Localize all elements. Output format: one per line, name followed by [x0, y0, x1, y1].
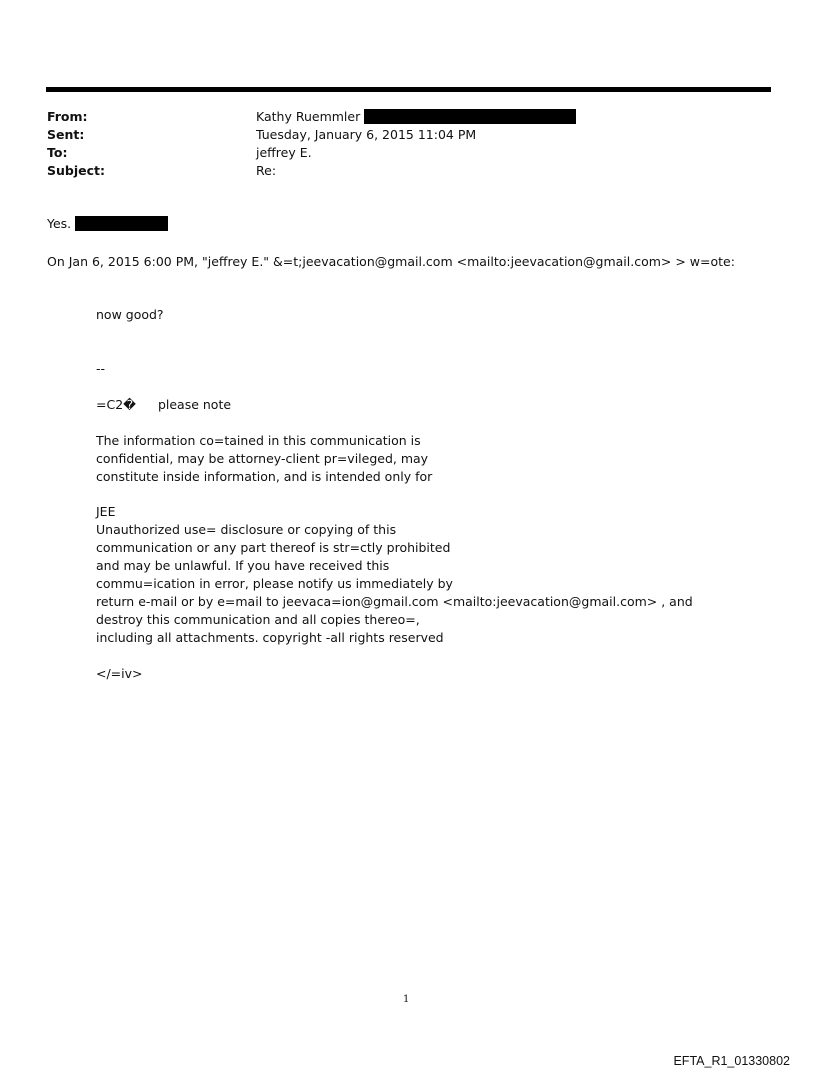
bates-number: EFTA_R1_01330802	[673, 1054, 790, 1068]
to-label: To:	[47, 145, 68, 160]
notice-line: return e-mail or by e=mail to jeevaca=ion@gmail.com <mailto:jeevacation@gmail.com> , and	[96, 594, 693, 609]
subject-label: Subject:	[47, 163, 105, 178]
header-sent-row	[47, 126, 576, 144]
notice-line: commu=ication in error, please notify us immediately by	[96, 576, 453, 591]
notice-line: JEE	[96, 504, 116, 519]
notice-line: destroy this communication and all copies thereo=,	[96, 612, 420, 627]
note-line	[96, 396, 231, 414]
note-text: please note	[157, 397, 232, 412]
redaction-box	[75, 216, 168, 231]
header-divider	[46, 87, 771, 92]
signature-separator: --	[96, 361, 106, 376]
email-header	[47, 108, 576, 180]
quoted-message: now good?	[96, 307, 164, 322]
header-to-row	[47, 144, 576, 162]
redaction-box	[364, 109, 576, 124]
notice-line: The information co=tained in this communication is	[96, 433, 421, 448]
from-value: Kathy Ruemmler	[256, 109, 361, 124]
confidentiality-notice-2	[96, 503, 693, 647]
notice-line: confidential, may be attorney-client pr=vileged, may	[96, 451, 429, 466]
closing-tag: </=iv>	[96, 666, 143, 681]
from-label: From:	[47, 109, 88, 124]
note-prefix: =C2�	[96, 397, 136, 412]
header-from-row	[47, 108, 576, 126]
page-number: 1	[403, 994, 410, 1005]
attribution-line: On Jan 6, 2015 6:00 PM, "jeffrey E." &=t;jeevacation@gmail.com <mailto:jeevacation@gmail.com> > w=ote:	[47, 254, 735, 269]
notice-line: including all attachments. copyright -all rights reserved	[96, 630, 444, 645]
subject-value: Re:	[256, 163, 277, 178]
notice-line: constitute inside information, and is intended only for	[96, 469, 433, 484]
confidentiality-notice-1	[96, 432, 432, 486]
reply-text: Yes.	[47, 216, 72, 231]
to-value: jeffrey E.	[256, 145, 312, 160]
notice-line: Unauthorized use= disclosure or copying of this	[96, 522, 397, 537]
notice-line: and may be unlawful. If you have received this	[96, 558, 390, 573]
sent-value: Tuesday, January 6, 2015 11:04 PM	[256, 127, 477, 142]
notice-line: communication or any part thereof is str=ctly prohibited	[96, 540, 451, 555]
reply-line	[47, 215, 168, 233]
sent-label: Sent:	[47, 127, 85, 142]
header-subject-row	[47, 162, 576, 180]
